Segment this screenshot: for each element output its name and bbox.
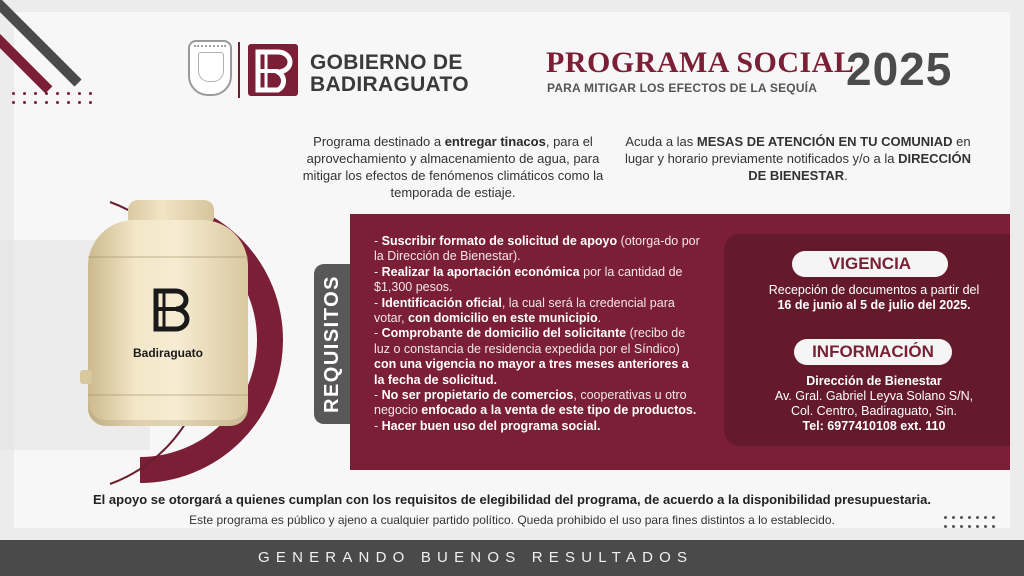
water-tank-image [80, 194, 256, 434]
tank-ring [88, 394, 248, 396]
program-title: PROGRAMA SOCIAL [546, 46, 855, 79]
program-subtitle: PARA MITIGAR LOS EFECTOS DE LA SEQUÍA [547, 81, 818, 95]
attention-instructions: Acuda a las MESAS DE ATENCIÓN EN TU COMUNIAD en lugar y horario previamente notificados y/o a la DIRECCIÓN DE BIENESTAR. [624, 134, 972, 183]
requirements-list [374, 234, 702, 434]
tank-brand-label: Badiraguato [132, 346, 203, 360]
contact-info: Dirección de Bienestar Av. Gral. Gabriel Leyva Solano S/N, Col. Centro, Badiraguato, Sin. Tel: 6977410108 ext. 110 [774, 374, 974, 433]
decorative-dots-bottom [944, 516, 995, 528]
tank-b-logo-icon [152, 288, 194, 332]
municipal-crest-icon [188, 40, 232, 96]
brand-b-logo-icon [246, 42, 300, 98]
list-item: - No ser propietario de comercios, cooperativas u otro negocio enfocado a la venta de este tipo de productos. [374, 388, 697, 418]
list-item: - Suscribir formato de solicitud de apoyo (otorga-do por la Dirección de Bienestar). [374, 234, 700, 264]
decorative-dots-top [12, 92, 92, 104]
government-name: GOBIERNO DE BADIRAGUATO [310, 51, 469, 96]
list-item: - Identificación oficial, la cual será la credencial para votar, con domicilio en este municipio. [374, 295, 675, 326]
vigencia-text: Recepción de documentos a partir del 16 de junio al 5 de julio del 2025. [768, 283, 980, 312]
program-year: 2025 [846, 43, 953, 95]
tank-lid [128, 200, 214, 222]
requirements-tab [314, 264, 350, 424]
vigencia-badge: VIGENCIA [792, 251, 948, 277]
list-item: - Hacer buen uso del programa social. [374, 418, 601, 433]
tank-ring [88, 256, 248, 258]
header-divider [238, 42, 240, 98]
political-disclaimer: Este programa es público y ajeno a cualquier partido político. Queda prohibido el uso para fines distintos a lo establecido. [189, 513, 835, 527]
program-description: Programa destinado a entregar tinacos, para el aprovechamiento y almacenamiento de agua, para mitigar los efectos de fenómenos climáticos como la temporada de estiaje. [302, 134, 604, 200]
list-item: - Realizar la aportación económica por la cantidad de $1,300 pesos. [374, 264, 683, 295]
tank-valve [80, 370, 92, 384]
list-item: - Comprobante de domicilio del solicitante (recibo de luz o constancia de residencia expedida por el Síndico) con una vigencia no mayor a tres meses anteriores a la fecha de solicitud. [374, 326, 689, 387]
footer-slogan: GENERANDO BUENOS RESULTADOS [258, 549, 694, 566]
requirements-tab-label: REQUISITOS [321, 275, 343, 413]
informacion-badge: INFORMACIÓN [794, 339, 952, 365]
eligibility-disclaimer: El apoyo se otorgará a quienes cumplan con los requisitos de elegibilidad del programa, de acuerdo a la disponibilidad presupuestaria. [93, 492, 931, 507]
